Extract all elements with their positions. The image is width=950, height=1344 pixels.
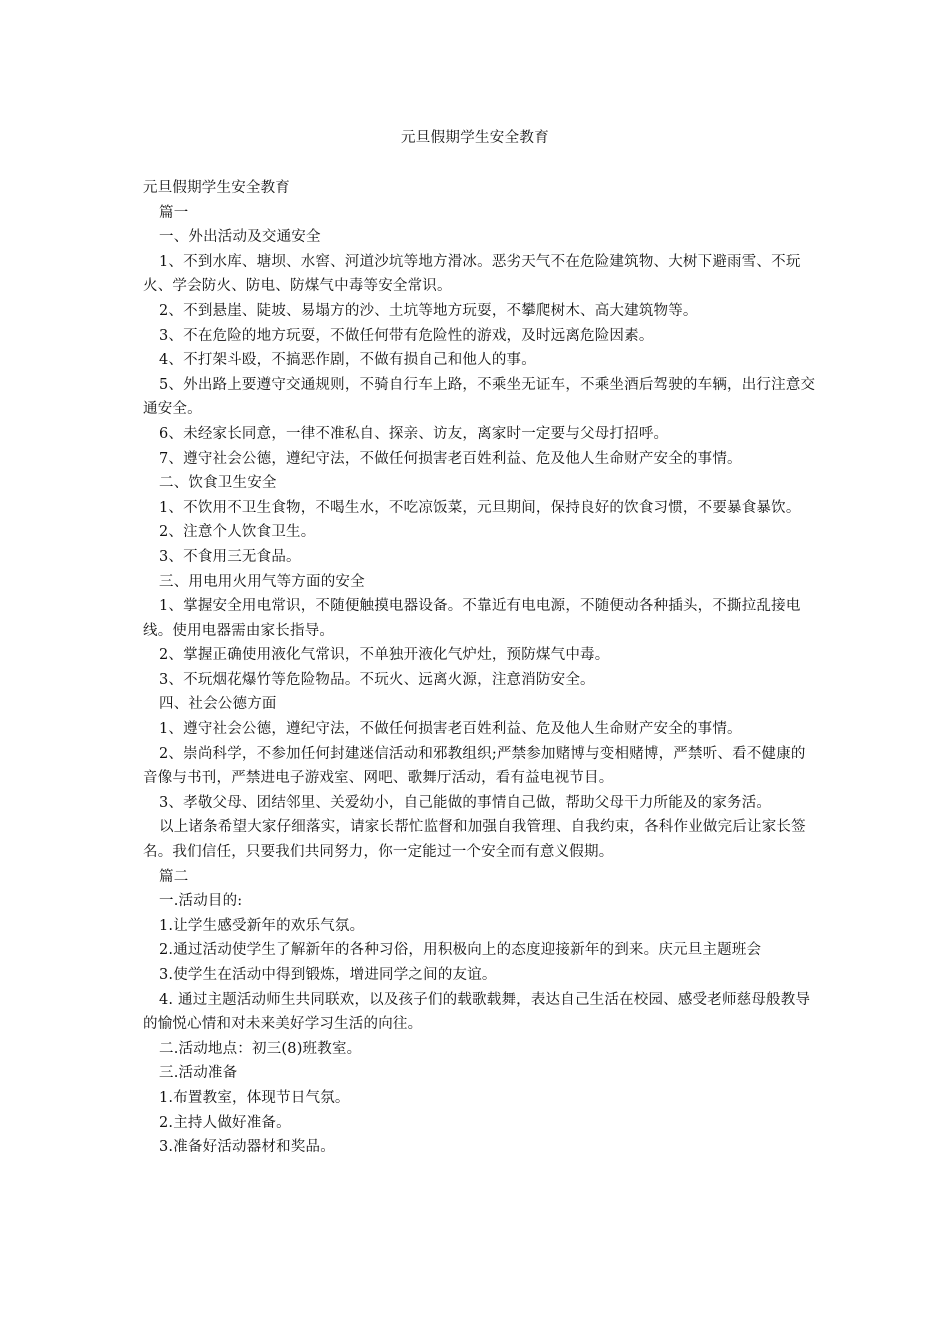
paragraph: 6、未经家长同意，一律不准私自、探亲、访友，离家时一定要与父母打招呼。 [159, 425, 669, 442]
paragraph: 2.通过活动使学生了解新年的各种习俗，用积极向上的态度迎接新年的到来。庆元旦主题班会 [159, 942, 762, 959]
section-heading-social-ethics: 四、社会公德方面 [159, 696, 277, 713]
paragraph: 3、不玩烟花爆竹等危险物品。不玩火、远离火源，注意消防安全。 [159, 671, 595, 688]
paragraph: 4、不打架斗殴，不搞恶作剧，不做有损自己和他人的事。 [159, 352, 536, 369]
paragraph: 2、崇尚科学，不参加任何封建迷信活动和邪教组织;严禁参加赌博与变相赌博，严禁听、看不健康的音像与书刊，严禁进电子游戏室、网吧、歌舞厅活动，看有益电视节目。 [143, 745, 806, 787]
paragraph: 1、不饮用不卫生食物，不喝生水，不吃凉饭菜，元旦期间，保持良好的饮食习惯，不要暴食暴饮。 [159, 499, 801, 516]
paragraph: 3、不在危险的地方玩耍，不做任何带有危险性的游戏，及时远离危险因素。 [159, 327, 654, 344]
section-heading-activity-location: 二.活动地点：初三(8)班教室。 [159, 1040, 362, 1057]
paragraph: 1.让学生感受新年的欢乐气氛。 [159, 917, 365, 934]
body-heading: 元旦假期学生安全教育 [143, 180, 290, 196]
paragraph: 2、不到悬崖、陡坡、易塌方的沙、土坑等地方玩耍，不攀爬树木、高大建筑物等。 [159, 302, 698, 319]
section-heading-activity-preparation: 三.活动准备 [159, 1065, 238, 1082]
document-title: 元旦假期学生安全教育 [401, 130, 549, 146]
paragraph: 1、不到水库、塘坝、水窖、河道沙坑等地方滑冰。恶劣天气不在危险建筑物、大树下避雨雪、不玩火、学会防火、防电、防煤气中毒等安全常识。 [143, 253, 801, 295]
section-heading-electricity-fire-gas: 三、用电用火用气等方面的安全 [159, 573, 365, 590]
section-label-part-one: 篇一 [159, 204, 189, 221]
paragraph: 7、遵守社会公德，遵纪守法，不做任何损害老百姓利益、危及他人生命财产安全的事情。 [159, 450, 742, 467]
section-label-part-two: 篇二 [159, 868, 189, 885]
paragraph: 3.准备好活动器材和奖品。 [159, 1139, 335, 1156]
paragraph: 1、掌握安全用电常识，不随便触摸电器设备。不靠近有电电源，不随便动各种插头，不撕拉乱接电线。使用电器需由家长指导。 [143, 598, 801, 639]
paragraph: 2、掌握正确使用液化气常识，不单独开液化气炉灶，预防煤气中毒。 [159, 647, 610, 664]
paragraph: 3、孝敬父母、团结邻里、关爱幼小，自己能做的事情自己做，帮助父母干力所能及的家务活。 [159, 794, 772, 811]
paragraph: 2、注意个人饮食卫生。 [159, 524, 316, 541]
paragraph: 5、外出路上要遵守交通规则，不骑自行车上路，不乘坐无证车，不乘坐酒后驾驶的车辆，出行注意交通安全。 [143, 376, 816, 418]
paragraph: 3.使学生在活动中得到锻炼，增进同学之间的友谊。 [159, 967, 497, 983]
section-heading-outdoor-traffic: 一、外出活动及交通安全 [159, 229, 321, 246]
paragraph: 以上诸条希望大家仔细落实，请家长帮忙监督和加强自我管理、自我约束，各科作业做完后让家长签名。我们信任，只要我们共同努力，你一定能过一个安全而有意义假期。 [143, 819, 806, 861]
paragraph: 2.主持人做好准备。 [159, 1114, 291, 1131]
section-heading-activity-purpose: 一.活动目的: [159, 893, 243, 910]
paragraph: 3、不食用三无食品。 [159, 548, 301, 565]
paragraph: 1、遵守社会公德，遵纪守法，不做任何损害老百姓利益、危及他人生命财产安全的事情。 [159, 721, 742, 738]
section-heading-food-hygiene: 二、饮食卫生安全 [159, 475, 277, 492]
paragraph: 1.布置教室，体现节日气氛。 [159, 1089, 350, 1106]
paragraph: 4. 通过主题活动师生共同联欢，以及孩子们的载歌载舞，表达自己生活在校园、感受老师慈母般教导的愉悦心情和对未来美好学习生活的向往。 [143, 991, 811, 1033]
document-body [143, 176, 818, 1160]
